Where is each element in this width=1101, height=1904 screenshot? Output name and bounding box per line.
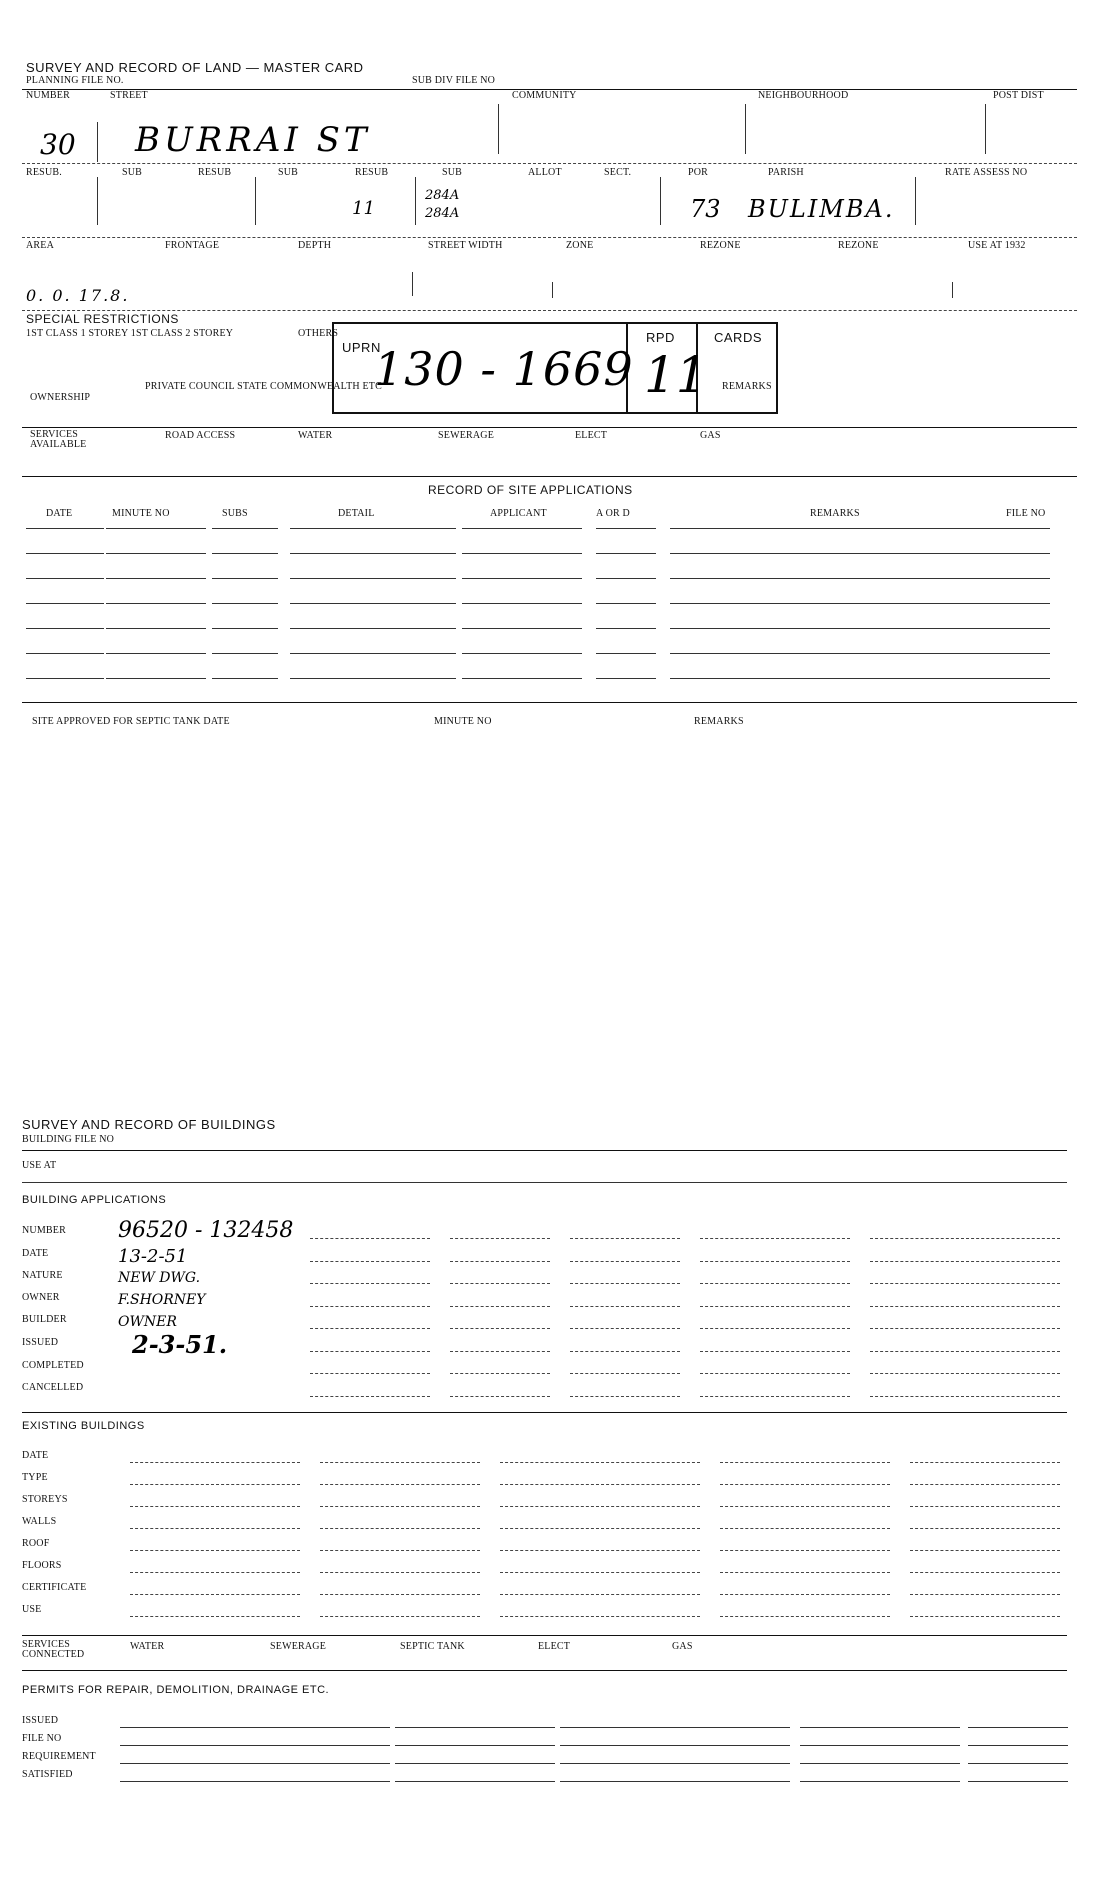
existing-row-line	[130, 1572, 300, 1573]
rate-assess-label: RATE ASSESS NO	[945, 167, 1028, 178]
col-minute: MINUTE NO	[112, 508, 170, 519]
building-app-row-line	[700, 1328, 850, 1329]
sect-label: SECT.	[604, 167, 632, 178]
building-app-row-line	[450, 1261, 550, 1262]
existing-row-line	[320, 1572, 480, 1573]
building-app-row-line	[310, 1396, 430, 1397]
building-app-row-line	[570, 1238, 680, 1239]
existing-label: CERTIFICATE	[22, 1582, 87, 1593]
existing-label: DATE	[22, 1450, 49, 1461]
existing-row-line	[320, 1484, 480, 1485]
site-app-row-line	[596, 678, 656, 679]
resub-label: RESUB.	[26, 167, 62, 178]
app-owner-label: OWNER	[22, 1292, 60, 1303]
restriction-classes: 1ST CLASS 1 STOREY 1ST CLASS 2 STOREY	[26, 328, 234, 339]
water-label: WATER	[298, 430, 333, 441]
repair-row-line	[800, 1781, 960, 1782]
col-subs: SUBS	[222, 508, 248, 519]
area-value: 0. 0. 17.8.	[26, 286, 130, 305]
number-label: NUMBER	[26, 90, 70, 101]
building-app-row-line	[450, 1283, 550, 1284]
repair-row-line	[800, 1763, 960, 1764]
rezone1-label: REZONE	[700, 240, 741, 251]
por-value: 73	[690, 195, 721, 223]
site-app-row-line	[26, 628, 104, 629]
use-at-label: USE AT 1932	[968, 240, 1026, 251]
existing-row-line	[130, 1528, 300, 1529]
post-dist-label: POST DIST	[993, 90, 1044, 101]
services-available-label: SERVICES AVAILABLE	[30, 429, 87, 450]
rpd-value: 11	[644, 346, 708, 404]
land-card-title: SURVEY AND RECORD OF LAND — MASTER CARD	[26, 60, 364, 75]
building-app-row-line	[450, 1328, 550, 1329]
building-file-label: BUILDING FILE NO	[22, 1134, 115, 1145]
elect-label: ELECT	[575, 430, 608, 441]
frontage-label: FRONTAGE	[165, 240, 220, 251]
repair-label: ISSUED	[22, 1715, 59, 1726]
building-app-row-line	[870, 1351, 1060, 1352]
site-app-row-line	[290, 628, 456, 629]
repair-row-line	[560, 1781, 790, 1782]
site-app-row-line	[596, 653, 656, 654]
existing-row-line	[910, 1484, 1060, 1485]
site-app-row-line	[26, 678, 104, 679]
app-owner-value: F.SHORNEY	[118, 1292, 206, 1308]
uprn-label: UPRN	[342, 340, 381, 355]
existing-row-line	[130, 1484, 300, 1485]
use-at-label-b: USE AT	[22, 1160, 57, 1171]
existing-row-line	[500, 1550, 700, 1551]
existing-row-line	[910, 1594, 1060, 1595]
existing-row-line	[320, 1616, 480, 1617]
sub3-label: SUB	[442, 167, 463, 178]
site-app-row-line	[290, 578, 456, 579]
repair-row-line	[120, 1727, 390, 1728]
existing-row-line	[720, 1572, 890, 1573]
b-gas-label: GAS	[672, 1641, 693, 1652]
building-app-row-line	[870, 1373, 1060, 1374]
existing-row-line	[720, 1462, 890, 1463]
site-apps-title: RECORD OF SITE APPLICATIONS	[428, 483, 633, 497]
existing-row-line	[910, 1462, 1060, 1463]
site-app-row-line	[106, 578, 206, 579]
site-app-row-line	[290, 603, 456, 604]
existing-row-line	[720, 1528, 890, 1529]
repair-row-line	[800, 1745, 960, 1746]
col-applicant: APPLICANT	[490, 508, 547, 519]
sub-div-file-label: SUB DIV FILE NO	[412, 75, 496, 86]
building-app-row-line	[450, 1306, 550, 1307]
sub3-value-b: 284A	[425, 206, 460, 221]
repair-row-line	[560, 1745, 790, 1746]
site-app-row-line	[596, 528, 656, 529]
existing-buildings-title: EXISTING BUILDINGS	[22, 1420, 145, 1432]
site-app-row-line	[212, 653, 278, 654]
site-app-row-line	[462, 603, 582, 604]
existing-row-line	[130, 1550, 300, 1551]
building-app-row-line	[310, 1306, 430, 1307]
site-app-row-line	[462, 578, 582, 579]
site-app-row-line	[670, 553, 1050, 554]
site-app-row-line	[290, 553, 456, 554]
site-app-row-line	[212, 578, 278, 579]
septic-remarks-label: REMARKS	[694, 716, 744, 727]
app-completed-label: COMPLETED	[22, 1360, 84, 1371]
repair-row-line	[968, 1745, 1068, 1746]
site-app-row-line	[212, 528, 278, 529]
site-app-row-line	[26, 603, 104, 604]
existing-label: WALLS	[22, 1516, 57, 1527]
site-app-row-line	[462, 678, 582, 679]
site-app-row-line	[596, 628, 656, 629]
app-builder-label: BUILDER	[22, 1314, 67, 1325]
buildings-card-title: SURVEY AND RECORD OF BUILDINGS	[22, 1117, 276, 1132]
site-app-row-line	[212, 603, 278, 604]
uprn-value: 130 - 1669	[374, 342, 634, 396]
repair-row-line	[395, 1727, 555, 1728]
sub3-value-a: 284A	[425, 188, 460, 203]
app-date-value: 13-2-51	[118, 1246, 188, 1267]
planning-file-label: PLANNING FILE NO.	[26, 75, 124, 86]
col-file: FILE NO	[1006, 508, 1046, 519]
repair-row-line	[120, 1781, 390, 1782]
building-app-row-line	[870, 1283, 1060, 1284]
existing-row-line	[720, 1616, 890, 1617]
app-date-label: DATE	[22, 1248, 49, 1259]
existing-row-line	[720, 1550, 890, 1551]
building-app-row-line	[450, 1373, 550, 1374]
existing-row-line	[130, 1594, 300, 1595]
existing-label: TYPE	[22, 1472, 48, 1483]
repair-row-line	[800, 1727, 960, 1728]
building-app-row-line	[700, 1306, 850, 1307]
septic-label: SITE APPROVED FOR SEPTIC TANK DATE	[32, 716, 230, 727]
cards-label: CARDS	[714, 330, 763, 345]
building-app-row-line	[570, 1328, 680, 1329]
depth-label: DEPTH	[298, 240, 332, 251]
rpd-label: RPD	[646, 330, 675, 345]
repair-row-line	[120, 1763, 390, 1764]
site-app-row-line	[670, 678, 1050, 679]
site-app-row-line	[462, 528, 582, 529]
existing-row-line	[910, 1550, 1060, 1551]
app-nature-label: NATURE	[22, 1270, 63, 1281]
site-app-row-line	[462, 653, 582, 654]
site-app-row-line	[670, 578, 1050, 579]
site-app-row-line	[462, 553, 582, 554]
building-app-row-line	[310, 1283, 430, 1284]
existing-label: ROOF	[22, 1538, 50, 1549]
repair-row-line	[395, 1745, 555, 1746]
site-app-row-line	[670, 603, 1050, 604]
app-nature-value: NEW DWG.	[118, 1270, 201, 1286]
resub3-label: RESUB	[355, 167, 389, 178]
site-app-row-line	[26, 578, 104, 579]
building-app-row-line	[310, 1351, 430, 1352]
building-apps-title: BUILDING APPLICATIONS	[22, 1194, 167, 1206]
special-restrictions-label: SPECIAL RESTRICTIONS	[26, 312, 179, 326]
building-app-row-line	[870, 1396, 1060, 1397]
col-detail: DETAIL	[338, 508, 375, 519]
parish-value: BULIMBA.	[748, 195, 895, 223]
b-sewerage-label: SEWERAGE	[270, 1641, 327, 1652]
building-app-row-line	[700, 1396, 850, 1397]
site-app-row-line	[212, 628, 278, 629]
uprn-stamp	[332, 322, 778, 414]
repair-label: REQUIREMENT	[22, 1751, 96, 1762]
area-label: AREA	[26, 240, 55, 251]
services-connected-label: SERVICES CONNECTED	[22, 1639, 85, 1660]
street-value: BURRAI ST	[135, 120, 371, 160]
building-app-row-line	[570, 1283, 680, 1284]
site-app-row-line	[106, 678, 206, 679]
building-app-row-line	[700, 1283, 850, 1284]
existing-label: FLOORS	[22, 1560, 62, 1571]
site-app-row-line	[106, 553, 206, 554]
existing-row-line	[910, 1616, 1060, 1617]
site-app-row-line	[106, 528, 206, 529]
existing-label: USE	[22, 1604, 42, 1615]
existing-label: STOREYS	[22, 1494, 68, 1505]
sub2-label: SUB	[278, 167, 299, 178]
existing-row-line	[320, 1550, 480, 1551]
existing-row-line	[500, 1572, 700, 1573]
allot-label: ALLOT	[528, 167, 562, 178]
sub1-label: SUB	[122, 167, 143, 178]
building-app-row-line	[700, 1261, 850, 1262]
existing-row-line	[500, 1484, 700, 1485]
building-app-row-line	[570, 1396, 680, 1397]
existing-row-line	[320, 1528, 480, 1529]
building-app-row-line	[570, 1261, 680, 1262]
site-app-row-line	[290, 528, 456, 529]
repair-row-line	[395, 1763, 555, 1764]
b-septic-label: SEPTIC TANK	[400, 1641, 465, 1652]
app-cancelled-label: CANCELLED	[22, 1382, 84, 1393]
por-label: POR	[688, 167, 709, 178]
app-number-label: NUMBER	[22, 1225, 66, 1236]
building-app-row-line	[310, 1373, 430, 1374]
b-elect-label: ELECT	[538, 1641, 571, 1652]
existing-row-line	[720, 1594, 890, 1595]
site-app-row-line	[290, 678, 456, 679]
building-app-row-line	[450, 1238, 550, 1239]
repair-row-line	[968, 1781, 1068, 1782]
site-app-row-line	[26, 553, 104, 554]
existing-row-line	[500, 1506, 700, 1507]
street-label: STREET	[110, 90, 148, 101]
street-width-label: STREET WIDTH	[428, 240, 503, 251]
building-app-row-line	[700, 1351, 850, 1352]
repair-row-line	[560, 1763, 790, 1764]
ownership-options: PRIVATE COUNCIL STATE COMMONWEALTH ETC	[145, 381, 382, 392]
building-app-row-line	[570, 1373, 680, 1374]
app-issued-label: ISSUED	[22, 1337, 59, 1348]
building-app-row-line	[450, 1396, 550, 1397]
building-app-row-line	[310, 1328, 430, 1329]
site-app-row-line	[106, 603, 206, 604]
site-app-row-line	[290, 653, 456, 654]
building-app-row-line	[700, 1373, 850, 1374]
repair-row-line	[120, 1745, 390, 1746]
building-app-row-line	[870, 1238, 1060, 1239]
stamp-remarks-label: REMARKS	[722, 381, 772, 392]
resub2-label: RESUB	[198, 167, 232, 178]
app-number-value: 96520 - 132458	[118, 1218, 294, 1243]
repair-row-line	[395, 1781, 555, 1782]
existing-row-line	[320, 1462, 480, 1463]
existing-row-line	[130, 1506, 300, 1507]
col-aord: A OR D	[596, 508, 630, 519]
site-app-row-line	[670, 528, 1050, 529]
existing-row-line	[720, 1484, 890, 1485]
site-app-row-line	[26, 528, 104, 529]
building-app-row-line	[310, 1261, 430, 1262]
others-label: OTHERS	[298, 328, 339, 339]
existing-row-line	[500, 1594, 700, 1595]
app-builder-value: OWNER	[118, 1314, 177, 1330]
site-app-row-line	[596, 578, 656, 579]
building-app-row-line	[700, 1238, 850, 1239]
repair-row-line	[968, 1727, 1068, 1728]
building-app-row-line	[870, 1306, 1060, 1307]
resub3-value: 11	[352, 198, 375, 219]
repair-label: FILE NO	[22, 1733, 62, 1744]
existing-row-line	[320, 1506, 480, 1507]
existing-row-line	[130, 1616, 300, 1617]
existing-row-line	[910, 1528, 1060, 1529]
site-app-row-line	[670, 628, 1050, 629]
existing-row-line	[320, 1594, 480, 1595]
site-app-row-line	[106, 628, 206, 629]
repairs-title: PERMITS FOR REPAIR, DEMOLITION, DRAINAGE ETC.	[22, 1684, 330, 1696]
number-value: 30	[40, 128, 76, 161]
existing-row-line	[720, 1506, 890, 1507]
existing-row-line	[500, 1528, 700, 1529]
sewerage-label: SEWERAGE	[438, 430, 495, 441]
building-app-row-line	[870, 1261, 1060, 1262]
existing-row-line	[910, 1506, 1060, 1507]
building-app-row-line	[570, 1306, 680, 1307]
col-remarks: REMARKS	[810, 508, 860, 519]
parish-label: PARISH	[768, 167, 804, 178]
repair-row-line	[560, 1727, 790, 1728]
col-date: DATE	[46, 508, 73, 519]
existing-row-line	[130, 1462, 300, 1463]
gas-label: GAS	[700, 430, 721, 441]
ownership-label: OWNERSHIP	[30, 392, 91, 403]
building-app-row-line	[570, 1351, 680, 1352]
existing-row-line	[500, 1616, 700, 1617]
neighbourhood-label: NEIGHBOURHOOD	[758, 90, 849, 101]
building-app-row-line	[310, 1238, 430, 1239]
b-water-label: WATER	[130, 1641, 165, 1652]
site-app-row-line	[26, 653, 104, 654]
app-issued-value: 2-3-51.	[132, 1330, 228, 1359]
rezone2-label: REZONE	[838, 240, 879, 251]
site-app-row-line	[596, 603, 656, 604]
site-app-row-line	[212, 553, 278, 554]
repair-row-line	[968, 1763, 1068, 1764]
septic-minute-label: MINUTE NO	[434, 716, 492, 727]
building-app-row-line	[450, 1351, 550, 1352]
site-app-row-line	[670, 653, 1050, 654]
building-app-row-line	[870, 1328, 1060, 1329]
site-app-row-line	[462, 628, 582, 629]
site-app-row-line	[212, 678, 278, 679]
community-label: COMMUNITY	[512, 90, 577, 101]
existing-row-line	[910, 1572, 1060, 1573]
repair-label: SATISFIED	[22, 1769, 73, 1780]
existing-row-line	[500, 1462, 700, 1463]
road-access-label: ROAD ACCESS	[165, 430, 236, 441]
site-app-row-line	[106, 653, 206, 654]
site-app-row-line	[596, 553, 656, 554]
zone-label: ZONE	[566, 240, 594, 251]
